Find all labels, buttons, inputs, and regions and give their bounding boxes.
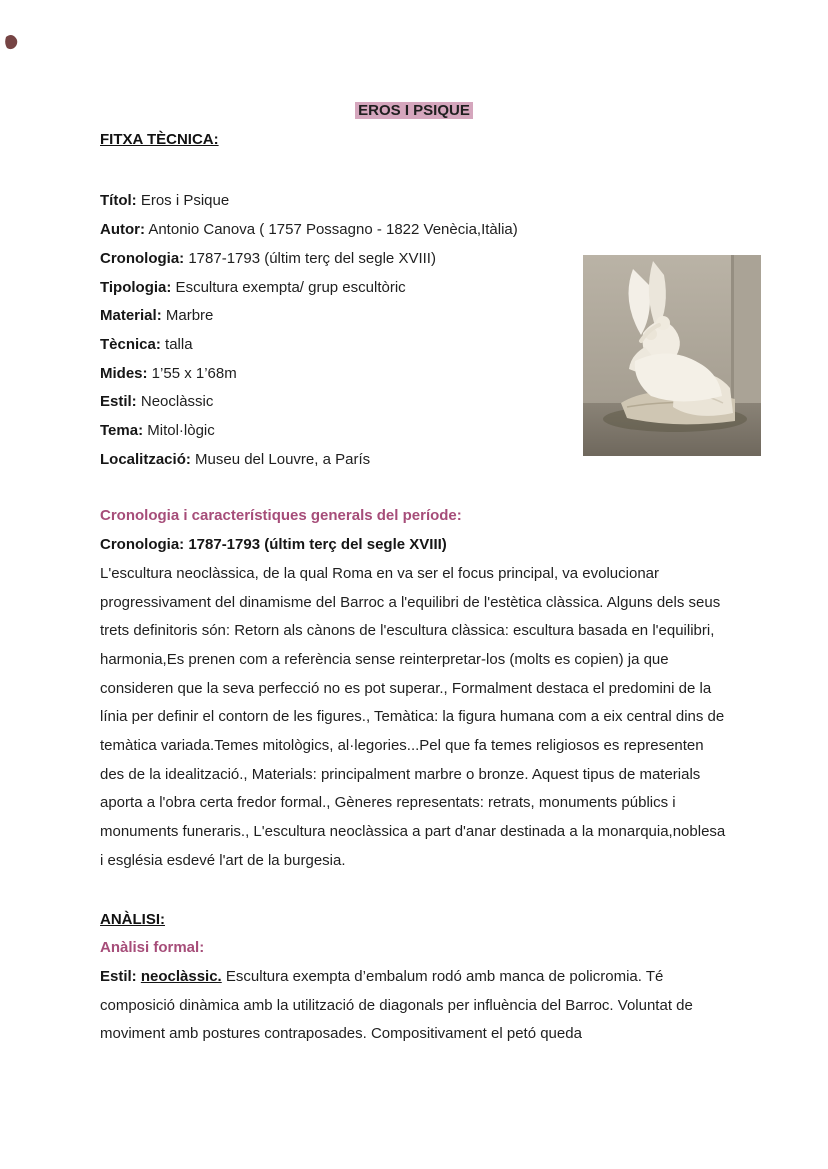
analisi-formal-paragraph — [100, 963, 728, 1049]
estil-label: Estil: — [100, 967, 141, 985]
document-title — [100, 97, 728, 126]
section-heading-analisi: ANÀLISI: — [100, 910, 165, 928]
cronologia-line-text: Cronologia: 1787-1793 (últim terç del segle XVIII) — [100, 536, 447, 554]
fitxa-value: talla — [160, 335, 193, 353]
estil-paragraph-rest: Escultura exempta d’embalum rodó amb manca de policromia. Té composició dinàmica amb la utilització de diagonals per influència del Barroc. Voluntat de moviment amb postures contraposades. Compositivament el petó queda — [100, 967, 698, 1043]
title-highlight: EROS I PSIQUE — [355, 102, 473, 119]
fitxa-value: Eros i Psique — [136, 192, 230, 210]
section-heading-fitxa-tecnica: FITXA TÈCNICA: — [100, 130, 219, 148]
fitxa-label: Títol: — [100, 192, 137, 210]
corner-mark — [5, 33, 21, 51]
fitxa-value: Museu del Louvre, a París — [190, 450, 371, 468]
fitxa-label: Mides: — [100, 364, 148, 382]
fitxa-value: 1’55 x 1’68m — [147, 364, 237, 382]
fitxa-value: 1787-1793 (últim terç del segle XVIII) — [184, 249, 436, 267]
cronologia-bold-line — [100, 531, 728, 560]
fitxa-row-titol — [100, 187, 728, 216]
subheading-analisi-formal: Anàlisi formal: — [100, 939, 205, 957]
fitxa-value: Escultura exempta/ grup escultòric — [171, 278, 406, 296]
fitxa-label: Tema: — [100, 422, 144, 440]
fitxa-value: Marbre — [161, 307, 214, 325]
fitxa-label: Cronologia: — [100, 249, 185, 267]
fitxa-label: Tècnica: — [100, 335, 161, 353]
periode-paragraph: L'escultura neoclàssica, de la qual Roma en va ser el focus principal, va evolucionar progressivament del dinamisme del Barroc a l'equilibri de l'estètica clàssica. Alguns dels seus trets definitoris són: Retorn als cànons de l'escultura clàssica: escultura basada en l'equilibri, harmonia,Es prenen com a referència sense reinterpretar-los (molts es copien) ja que consideren que la seva perfecció no es pot superar., Formalment destaca el predomini de la línia per definir el contorn de les figures., Temàtica: la figura humana com a eix central dins de temàtica variada.Temes mitològics, al·legories...Pel que fa temes religiosos es representen des de la idealització., Materials: principalment marbre o bronze. Aquest tipus de materials aporta a l'obra certa fredor formal., Gèneres representats: retrats, monuments públics i monuments funeraris., L'escultura neoclàssica a part d'anar destinada a la monarquia,noblesa i església esdevé l'art de la burgesia. — [100, 564, 730, 869]
artwork-image-eros-psique — [583, 255, 761, 456]
fitxa-value: Antonio Canova ( 1757 Possagno - 1822 Venècia,Itàlia) — [145, 221, 518, 239]
fitxa-label: Tipologia: — [100, 278, 172, 296]
fitxa-label: Autor: — [100, 221, 145, 239]
fitxa-value: Mitol·lògic — [143, 422, 215, 440]
fitxa-label: Estil: — [100, 393, 137, 411]
sculpture-illustration — [583, 255, 761, 456]
fitxa-value: Neoclàssic — [136, 393, 214, 411]
fitxa-label: Localització: — [100, 450, 191, 468]
estil-underlined-term: neoclàssic. — [140, 967, 222, 985]
fitxa-row-autor — [100, 216, 728, 245]
fitxa-label: Material: — [100, 307, 162, 325]
heading-cronologia-caracteristiques: Cronologia i característiques generals del període: — [100, 507, 462, 525]
